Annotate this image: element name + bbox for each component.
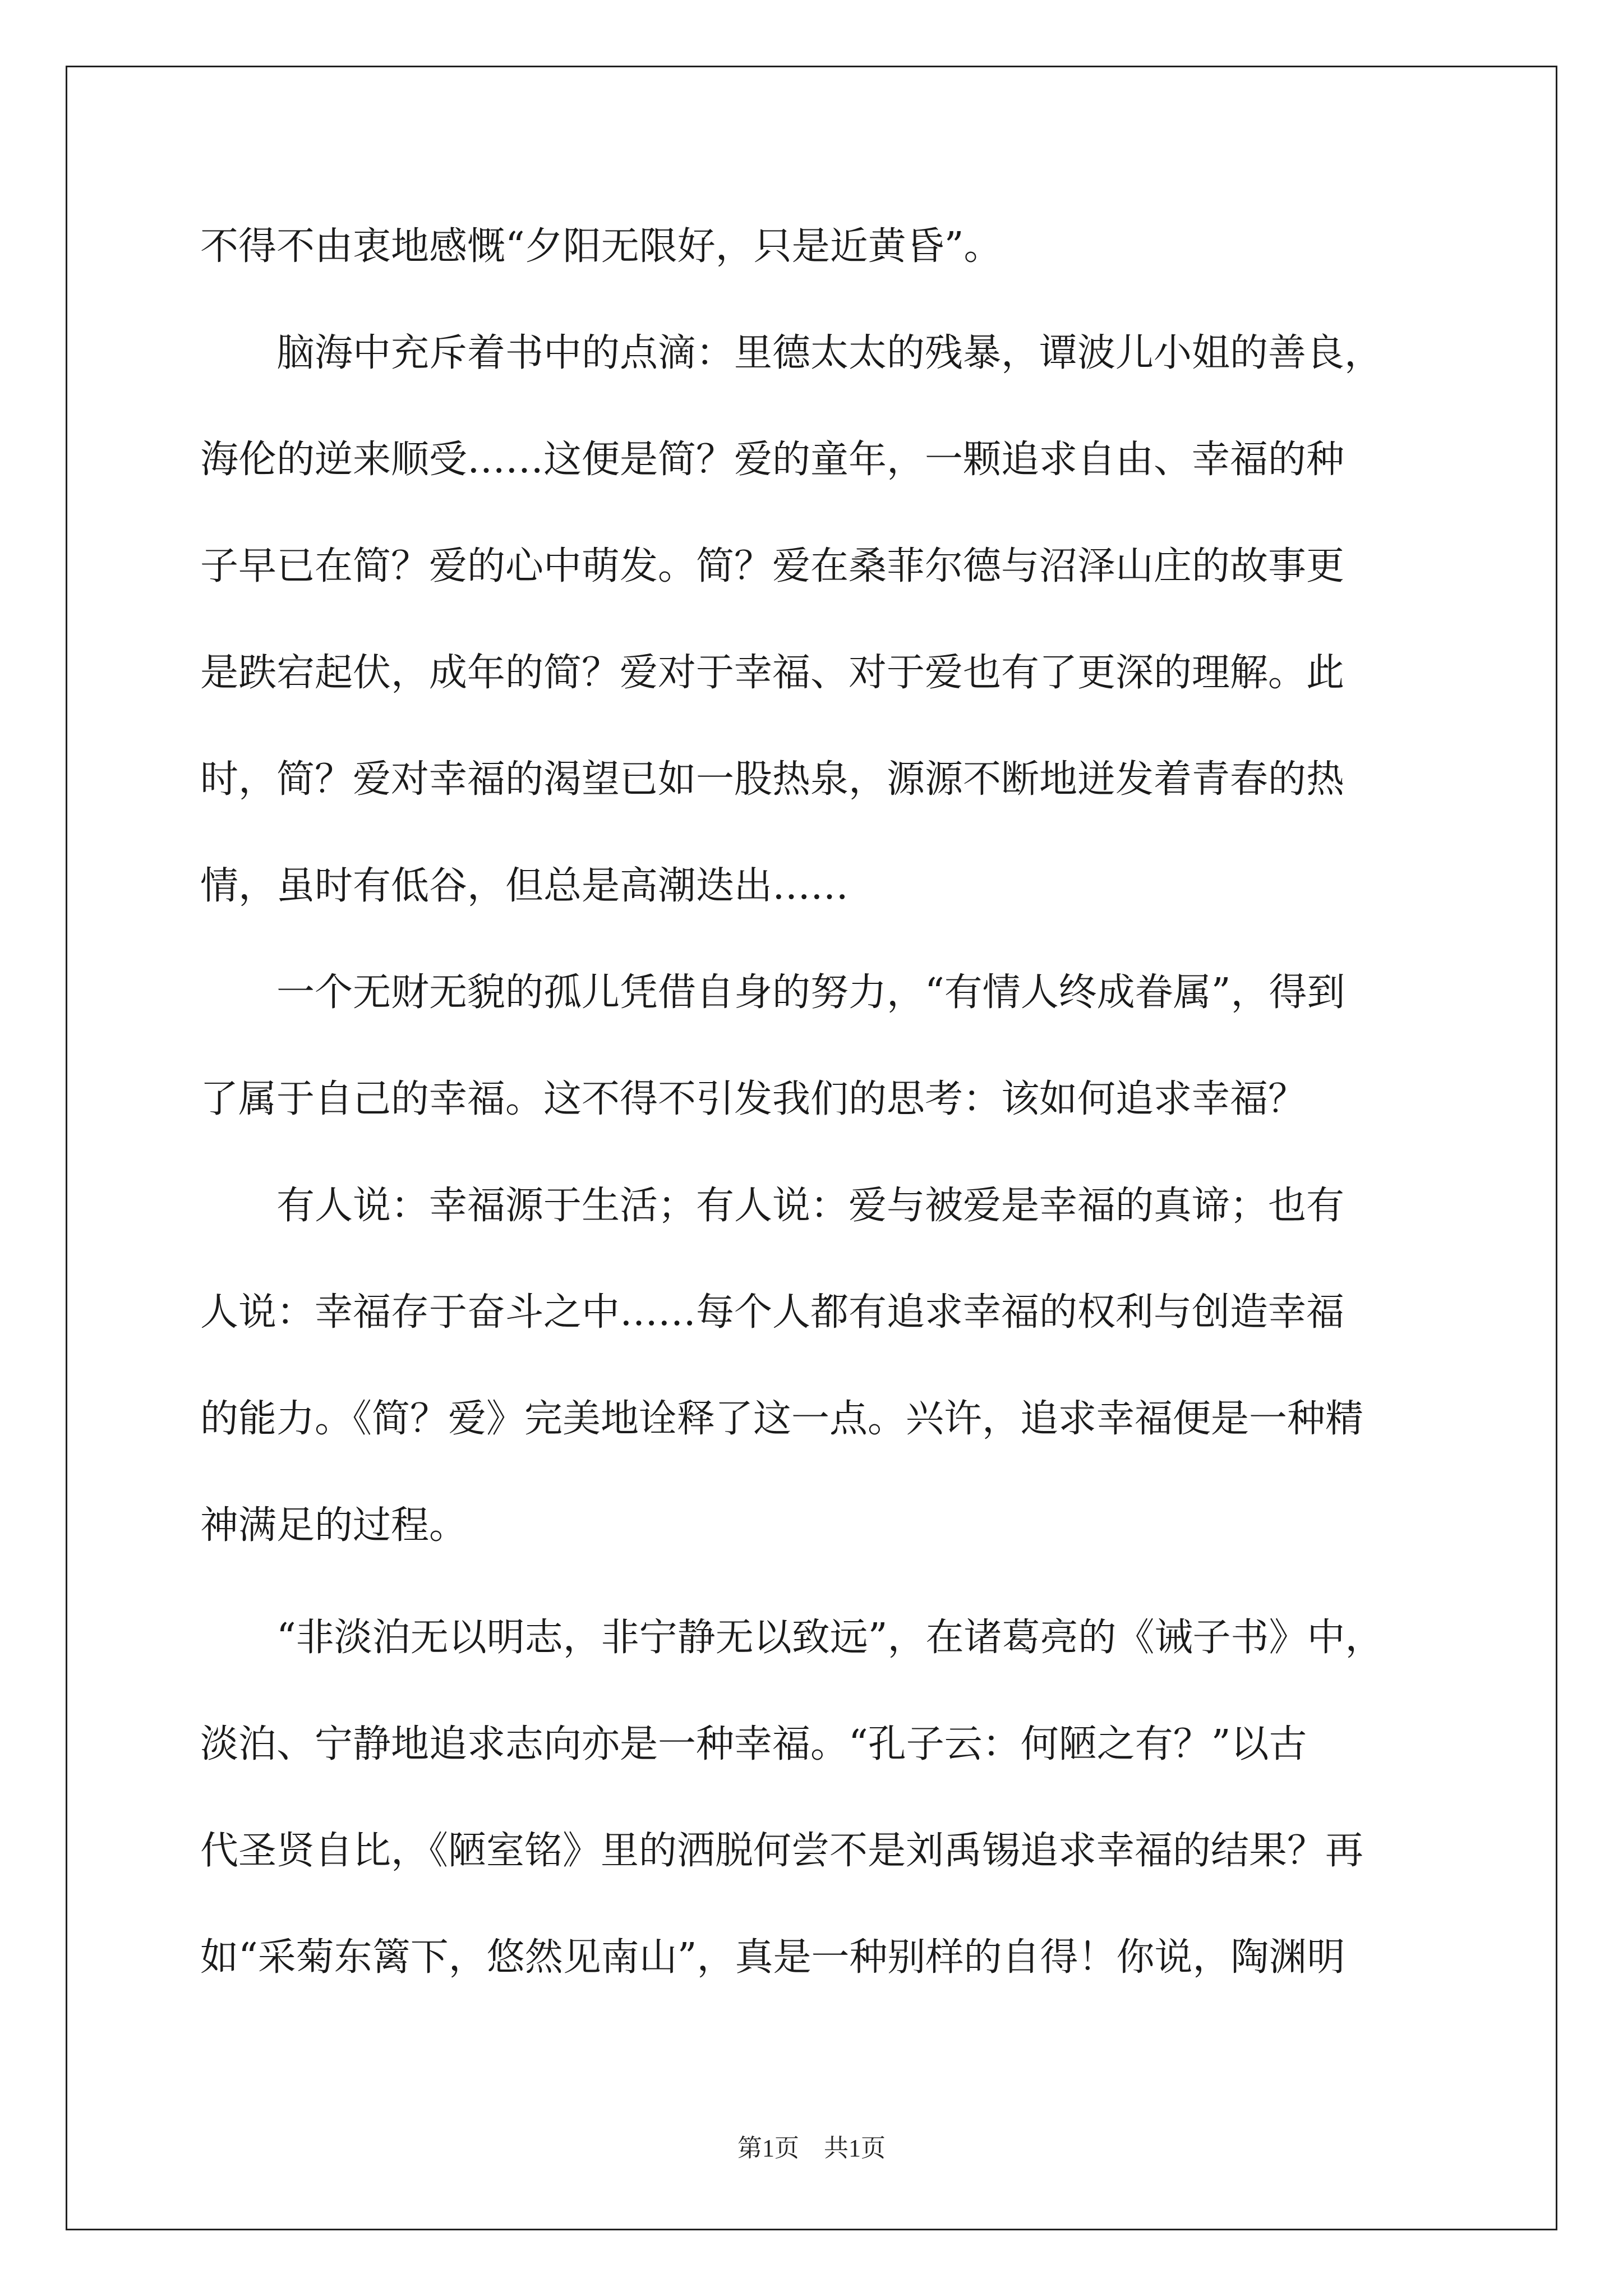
text-line: 不得不由衷地感慨“夕阳无限好，只是近黄昏”。: [200, 224, 1002, 269]
text-line: 人说：幸福存于奋斗之中……每个人都有追求幸福的权利与创造幸福: [200, 1290, 1345, 1335]
text-line: 的能力。《简？爱》完美地诠释了这一点。兴许，追求幸福便是一种精: [200, 1397, 1364, 1441]
text-line: 时，简？爱对幸福的渴望已如一股热泉，源源不断地迸发着青春的热: [200, 757, 1345, 802]
text-line: “非淡泊无以明志，非宁静无以致远”，在诸葛亮的《诫子书》中，: [200, 1616, 1384, 1660]
text-line: 一个无财无貌的孤儿凭借自身的努力，“有情人终成眷属”，得到: [200, 970, 1345, 1015]
text-line: 神满足的过程。: [200, 1503, 468, 1548]
text-line: 了属于自己的幸福。这不得不引发我们的思考：该如何追求幸福？: [200, 1077, 1307, 1121]
text-line: 如“采菊东篱下，悠然见南山”，真是一种别样的自得！你说，陶渊明: [200, 1935, 1345, 1980]
text-line: 子早已在简？爱的心中萌发。简？爱在桑菲尔德与沼泽山庄的故事更: [200, 544, 1345, 588]
text-line: 淡泊、宁静地追求志向亦是一种幸福。“孔子云：何陋之有？”以古: [200, 1722, 1307, 1766]
text-line: 是跌宕起伏，成年的简？爱对于幸福、对于爱也有了更深的理解。此: [200, 651, 1345, 695]
text-line: 情，虽时有低谷，但总是高潮迭出……: [200, 864, 849, 908]
text-line: 海伦的逆来顺受……这便是简？爱的童年，一颗追求自由、幸福的种: [200, 438, 1345, 482]
text-line: 脑海中充斥着书中的点滴：里德太太的残暴，谭波儿小姐的善良，: [200, 331, 1383, 375]
text-line: 有人说：幸福源于生活；有人说：爱与被爱是幸福的真谛；也有: [200, 1184, 1345, 1228]
page-number: 第1页 共1页: [737, 2134, 886, 2162]
text-line: 代圣贤自比，《陋室铭》里的洒脱何尝不是刘禹锡追求幸福的结果？再: [200, 1829, 1364, 1873]
page-border: [66, 66, 1557, 2230]
